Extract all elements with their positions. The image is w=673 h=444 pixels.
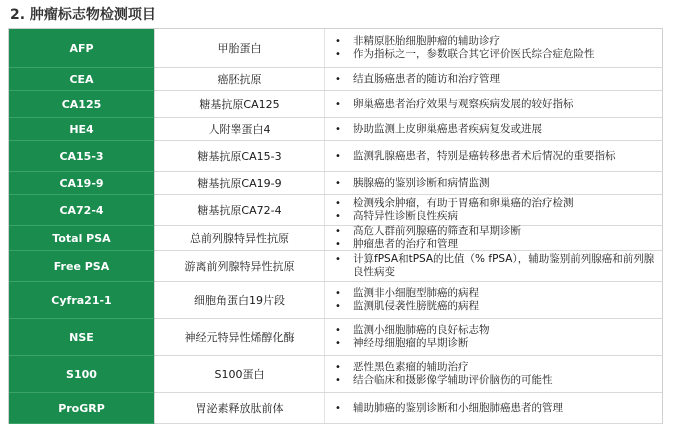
bullet-icon: • xyxy=(335,301,341,312)
list-item-text: 协助监测上皮卵巢癌患者疾病复发或进展 xyxy=(353,122,542,135)
bullet-icon: • xyxy=(335,36,341,47)
table-row xyxy=(9,172,662,195)
bullet-icon: • xyxy=(335,254,341,265)
marker-description-cell: 糖基抗原CA19-9 xyxy=(155,172,325,194)
bullet-icon: • xyxy=(335,177,341,189)
bullet-icon: • xyxy=(335,49,341,60)
marker-description-cell: 游离前列腺特异性抗原 xyxy=(155,251,325,281)
list-item xyxy=(335,361,658,374)
marker-description-cell: 细胞角蛋白19片段 xyxy=(155,282,325,318)
clinical-use-cell xyxy=(325,118,662,140)
marker-name-cell: CEA xyxy=(9,68,155,91)
marker-description-cell: 人附睾蛋白4 xyxy=(155,118,325,140)
marker-description-cell: 神经元特异性烯醇化酶 xyxy=(155,319,325,355)
tumor-marker-table xyxy=(8,28,663,424)
clinical-use-cell xyxy=(325,172,662,194)
section-title: 2. 肿瘤标志物检测项目 xyxy=(10,7,156,23)
table-row xyxy=(9,251,662,282)
marker-description-cell: 糖基抗原CA125 xyxy=(155,91,325,117)
clinical-use-cell xyxy=(325,141,662,171)
marker-description-cell: 糖基抗原CA72-4 xyxy=(155,195,325,225)
list-item xyxy=(335,177,658,190)
list-item xyxy=(335,402,658,415)
marker-name-cell: Cyfra21-1 xyxy=(9,282,155,319)
bullet-icon: • xyxy=(335,211,341,222)
list-item xyxy=(335,225,658,238)
marker-name-cell: CA125 xyxy=(9,91,155,118)
table-row xyxy=(9,282,662,319)
marker-name-cell: S100 xyxy=(9,356,155,393)
clinical-use-cell xyxy=(325,319,662,355)
list-item-text: 辅助肺癌的鉴别诊断和小细胞肺癌患者的管理 xyxy=(353,401,563,414)
list-item-text: 神经母细胞瘤的早期诊断 xyxy=(353,337,469,349)
list-item-text: 高特异性诊断良性疾病 xyxy=(353,210,458,222)
clinical-use-cell xyxy=(325,226,662,250)
marker-name-cell: CA72-4 xyxy=(9,195,155,226)
list-item xyxy=(335,73,658,86)
list-item xyxy=(335,300,658,313)
marker-description-cell: 总前列腺特异性抗原 xyxy=(155,226,325,250)
marker-name-cell: CA19-9 xyxy=(9,172,155,195)
list-item-text: 肿瘤患者的治疗和管理 xyxy=(353,238,458,250)
table-row xyxy=(9,28,662,68)
list-item-text: 结合临床和摄影像学辅助评价脑伤的可能性 xyxy=(353,374,553,386)
bullet-icon: • xyxy=(335,338,341,349)
list-item-text: 监测乳腺癌患者，特别是癌转移患者术后情况的重要指标 xyxy=(353,149,616,162)
table-row xyxy=(9,141,662,172)
table-row xyxy=(9,393,662,424)
clinical-use-cell xyxy=(325,91,662,117)
clinical-use-cell xyxy=(325,393,662,423)
list-item xyxy=(335,324,658,337)
list-item xyxy=(335,287,658,300)
list-item xyxy=(335,337,658,350)
list-item xyxy=(335,210,658,223)
list-item xyxy=(335,253,658,279)
list-item-text: 监测非小细胞型肺癌的病程 xyxy=(353,287,479,299)
list-item-text: 胰腺癌的鉴别诊断和病情监测 xyxy=(353,176,490,189)
clinical-use-cell xyxy=(325,356,662,392)
bullet-icon: • xyxy=(335,239,341,250)
bullet-icon: • xyxy=(335,325,341,336)
bullet-icon: • xyxy=(335,375,341,386)
list-item xyxy=(335,197,658,210)
marker-name-cell: Total PSA xyxy=(9,226,155,251)
list-item-text: 监测小细胞肺癌的良好标志物 xyxy=(353,324,490,336)
clinical-use-cell xyxy=(325,282,662,318)
clinical-use-cell xyxy=(325,195,662,225)
marker-description-cell: 癌胚抗原 xyxy=(155,68,325,90)
marker-name-cell: AFP xyxy=(9,29,155,68)
list-item xyxy=(335,98,658,111)
marker-name-cell: Free PSA xyxy=(9,251,155,282)
bullet-icon: • xyxy=(335,226,341,237)
list-item-text: 卵巢癌患者治疗效果与观察疾病发展的较好指标 xyxy=(353,97,574,110)
clinical-use-cell xyxy=(325,68,662,90)
marker-description-cell: 胃泌素释放肽前体 xyxy=(155,393,325,423)
list-item-text: 监测肌侵袭性膀胱癌的病程 xyxy=(353,300,479,312)
table-row xyxy=(9,118,662,141)
marker-name-cell: NSE xyxy=(9,319,155,356)
marker-description-cell: S100蛋白 xyxy=(155,356,325,392)
clinical-use-cell xyxy=(325,251,662,281)
table-row xyxy=(9,91,662,118)
list-item-text: 结直肠癌患者的随访和治疗管理 xyxy=(353,72,500,85)
list-item-text: 计算fPSA和tPSA的比值（% fPSA），辅助鉴别前列腺癌和前列腺良性病变 xyxy=(353,253,655,278)
bullet-icon: • xyxy=(335,198,341,209)
list-item-text: 检测残余肿瘤，有助于胃癌和卵巢癌的治疗检测 xyxy=(353,197,574,209)
bullet-icon: • xyxy=(335,150,341,162)
table-row xyxy=(9,319,662,356)
bullet-icon: • xyxy=(335,362,341,373)
table-row xyxy=(9,68,662,91)
list-item-text: 作为指标之一，参数联合其它评价医氏综合症危险性 xyxy=(353,48,595,60)
marker-name-cell: CA15-3 xyxy=(9,141,155,172)
bullet-icon: • xyxy=(335,288,341,299)
list-item xyxy=(335,35,658,48)
list-item xyxy=(335,123,658,136)
bullet-icon: • xyxy=(335,73,341,85)
marker-name-cell: HE4 xyxy=(9,118,155,141)
list-item xyxy=(335,48,658,61)
marker-description-cell: 甲胎蛋白 xyxy=(155,29,325,67)
list-item xyxy=(335,374,658,387)
list-item-text: 恶性黑色素瘤的辅助治疗 xyxy=(353,361,469,373)
table-row xyxy=(9,356,662,393)
list-item xyxy=(335,238,658,251)
marker-description-cell: 糖基抗原CA15-3 xyxy=(155,141,325,171)
bullet-icon: • xyxy=(335,98,341,110)
bullet-icon: • xyxy=(335,123,341,135)
clinical-use-cell xyxy=(325,29,662,67)
list-item-text: 高危人群前列腺癌的筛查和早期诊断 xyxy=(353,225,521,237)
marker-name-cell: ProGRP xyxy=(9,393,155,424)
table-row xyxy=(9,195,662,226)
table-row xyxy=(9,226,662,251)
list-item xyxy=(335,150,658,163)
bullet-icon: • xyxy=(335,402,341,414)
list-item-text: 非精原胚胎细胞肿瘤的辅助诊疗 xyxy=(353,35,500,47)
